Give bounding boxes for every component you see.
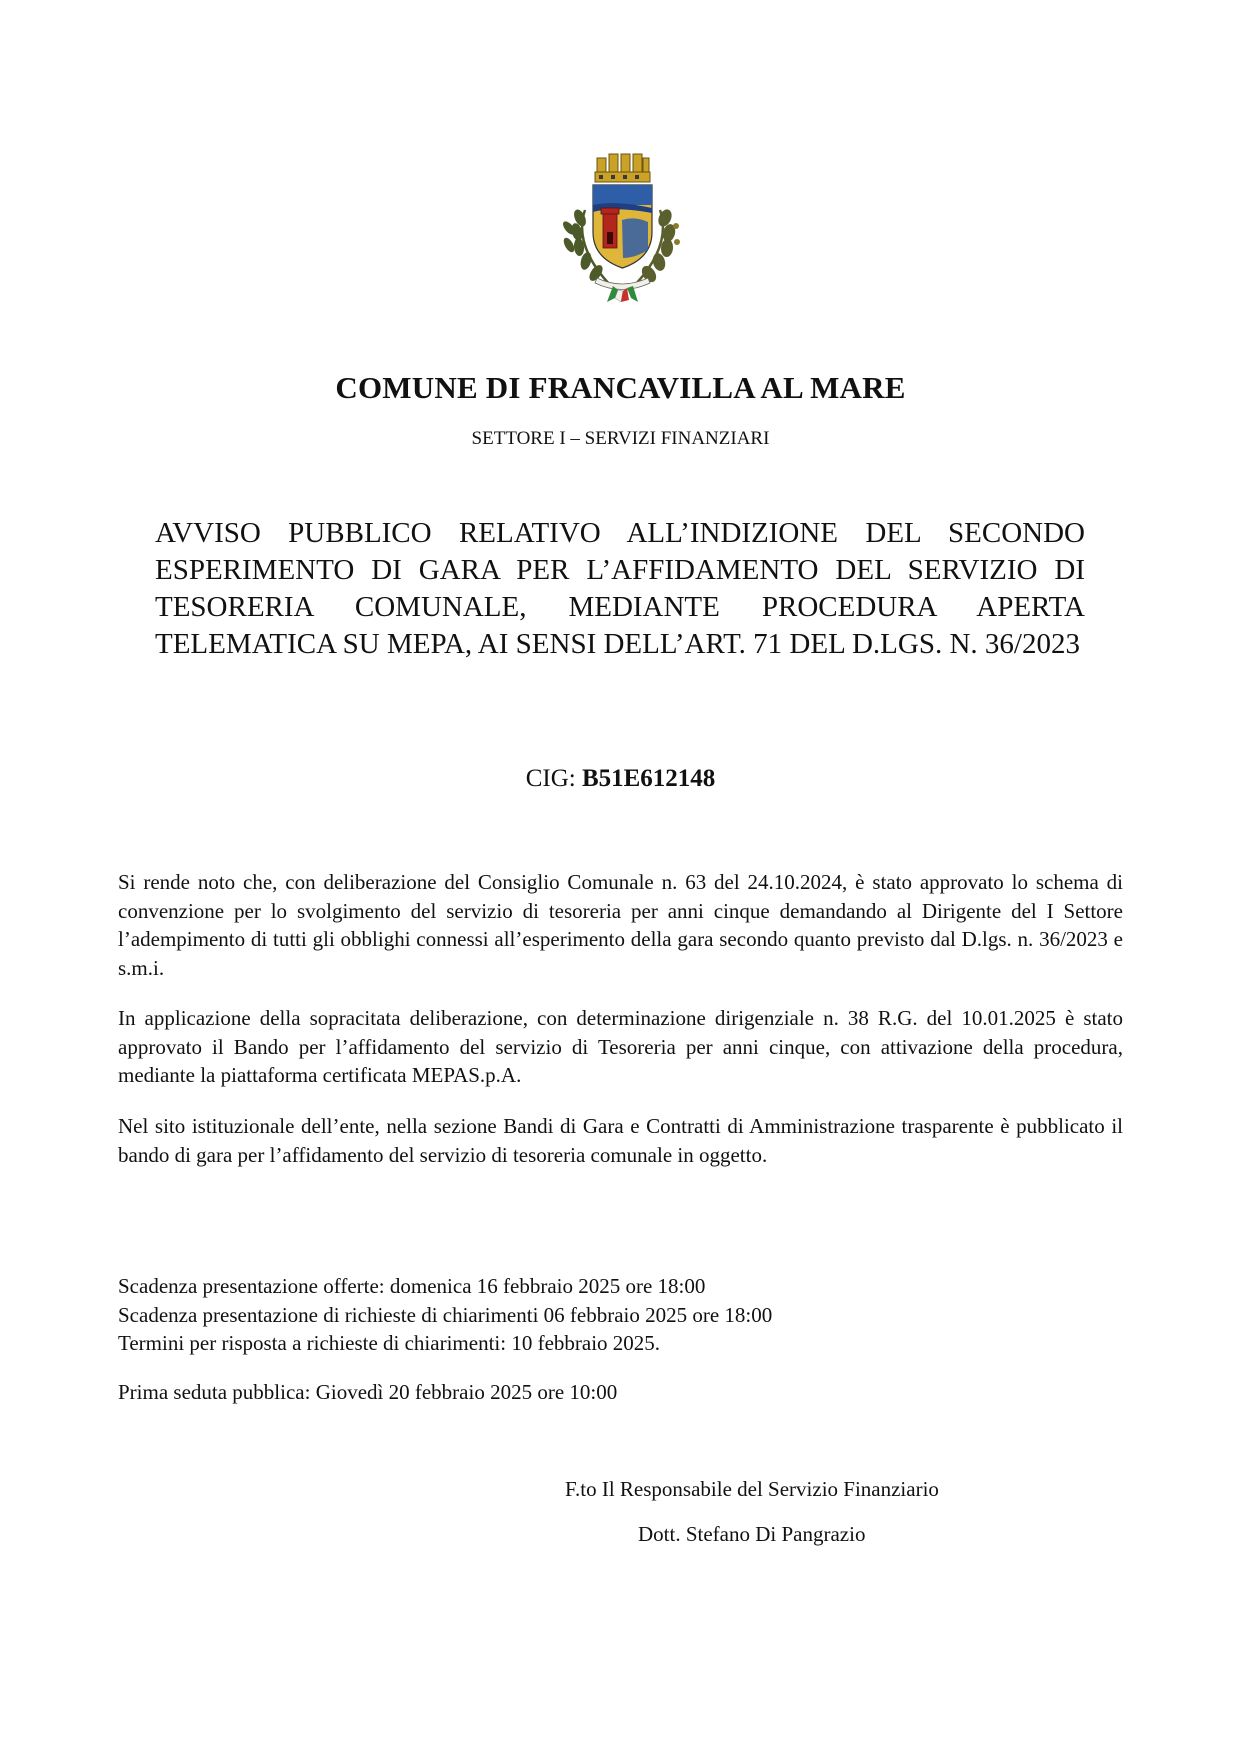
tricolor-ribbon-icon bbox=[595, 278, 650, 302]
body-paragraph: In applicazione della sopracitata deliberazione, con determinazione dirigenziale n. 38 R.G. del 10.01.2025 è stato approvato il Bando per l’affidamento del servizio di Tesoreria per anni cinque, con attivazione della procedura, mediante la piattaforma certificata MEPAS.p.A. bbox=[118, 1006, 1123, 1087]
signature-name: Dott. Stefano Di Pangrazio bbox=[638, 1522, 866, 1546]
signature-role: F.to Il Responsabile del Servizio Finanziario bbox=[565, 1477, 939, 1501]
deadline-offers: Scadenza presentazione offerte: domenica 16 febbraio 2025 ore 18:00 bbox=[118, 1274, 706, 1298]
cig-value: B51E612148 bbox=[581, 765, 716, 792]
deadline-clarification-requests: Scadenza presentazione di richieste di chiarimenti 06 febbraio 2025 ore 18:00 bbox=[118, 1302, 773, 1327]
notice-title: AVVISO PUBBLICO RELATIVO ALL’INDIZIONE DEL SECONDO ESPERIMENTO DI GARA PER L’AFFIDAMENTO DEL SERVIZIO DI TESORERIA COMUNALE, MEDIANTE PROCEDURA APERTA TELEMATICA SU MEPA, AI SENSI DELL’ART. 71 DEL D.LGS. N. 36/2023 bbox=[155, 517, 1085, 660]
crown-icon bbox=[595, 154, 650, 182]
sector-subtitle: SETTORE I – SERVIZI FINANZIARI bbox=[471, 428, 770, 449]
shield-icon bbox=[593, 185, 652, 268]
body-paragraph: Si rende noto che, con deliberazione del Consiglio Comunale n. 63 del 24.10.2024, è stato approvato lo schema di convenzione per lo svolgimento del servizio di tesoreria per anni cinque demandando al Dirigente del I Settore l’adempimento di tutti gli obblighi connessi all’esperimento della gara secondo quanto previsto dal D.lgs. n. 36/2023 e s.m.i. bbox=[118, 870, 1123, 980]
deadline-clarification-answers: Termini per risposta a richieste di chiarimenti: 10 febbraio 2025. bbox=[118, 1331, 661, 1355]
first-public-session: Prima seduta pubblica: Giovedì 20 febbraio 2025 ore 10:00 bbox=[118, 1380, 618, 1404]
deadlines-block bbox=[118, 1272, 1123, 1358]
municipality-title: COMUNE DI FRANCAVILLA AL MARE bbox=[335, 370, 906, 405]
cig-line bbox=[0, 765, 1241, 793]
body-paragraph: Nel sito istituzionale dell’ente, nella sezione Bandi di Gara e Contratti di Amministrazione trasparente è pubblicato il bando di gara per l’affidamento del servizio di tesoreria comunale in oggetto. bbox=[118, 1114, 1123, 1167]
municipal-coat-of-arms-icon bbox=[555, 150, 690, 305]
cig-label: CIG: bbox=[525, 765, 576, 792]
